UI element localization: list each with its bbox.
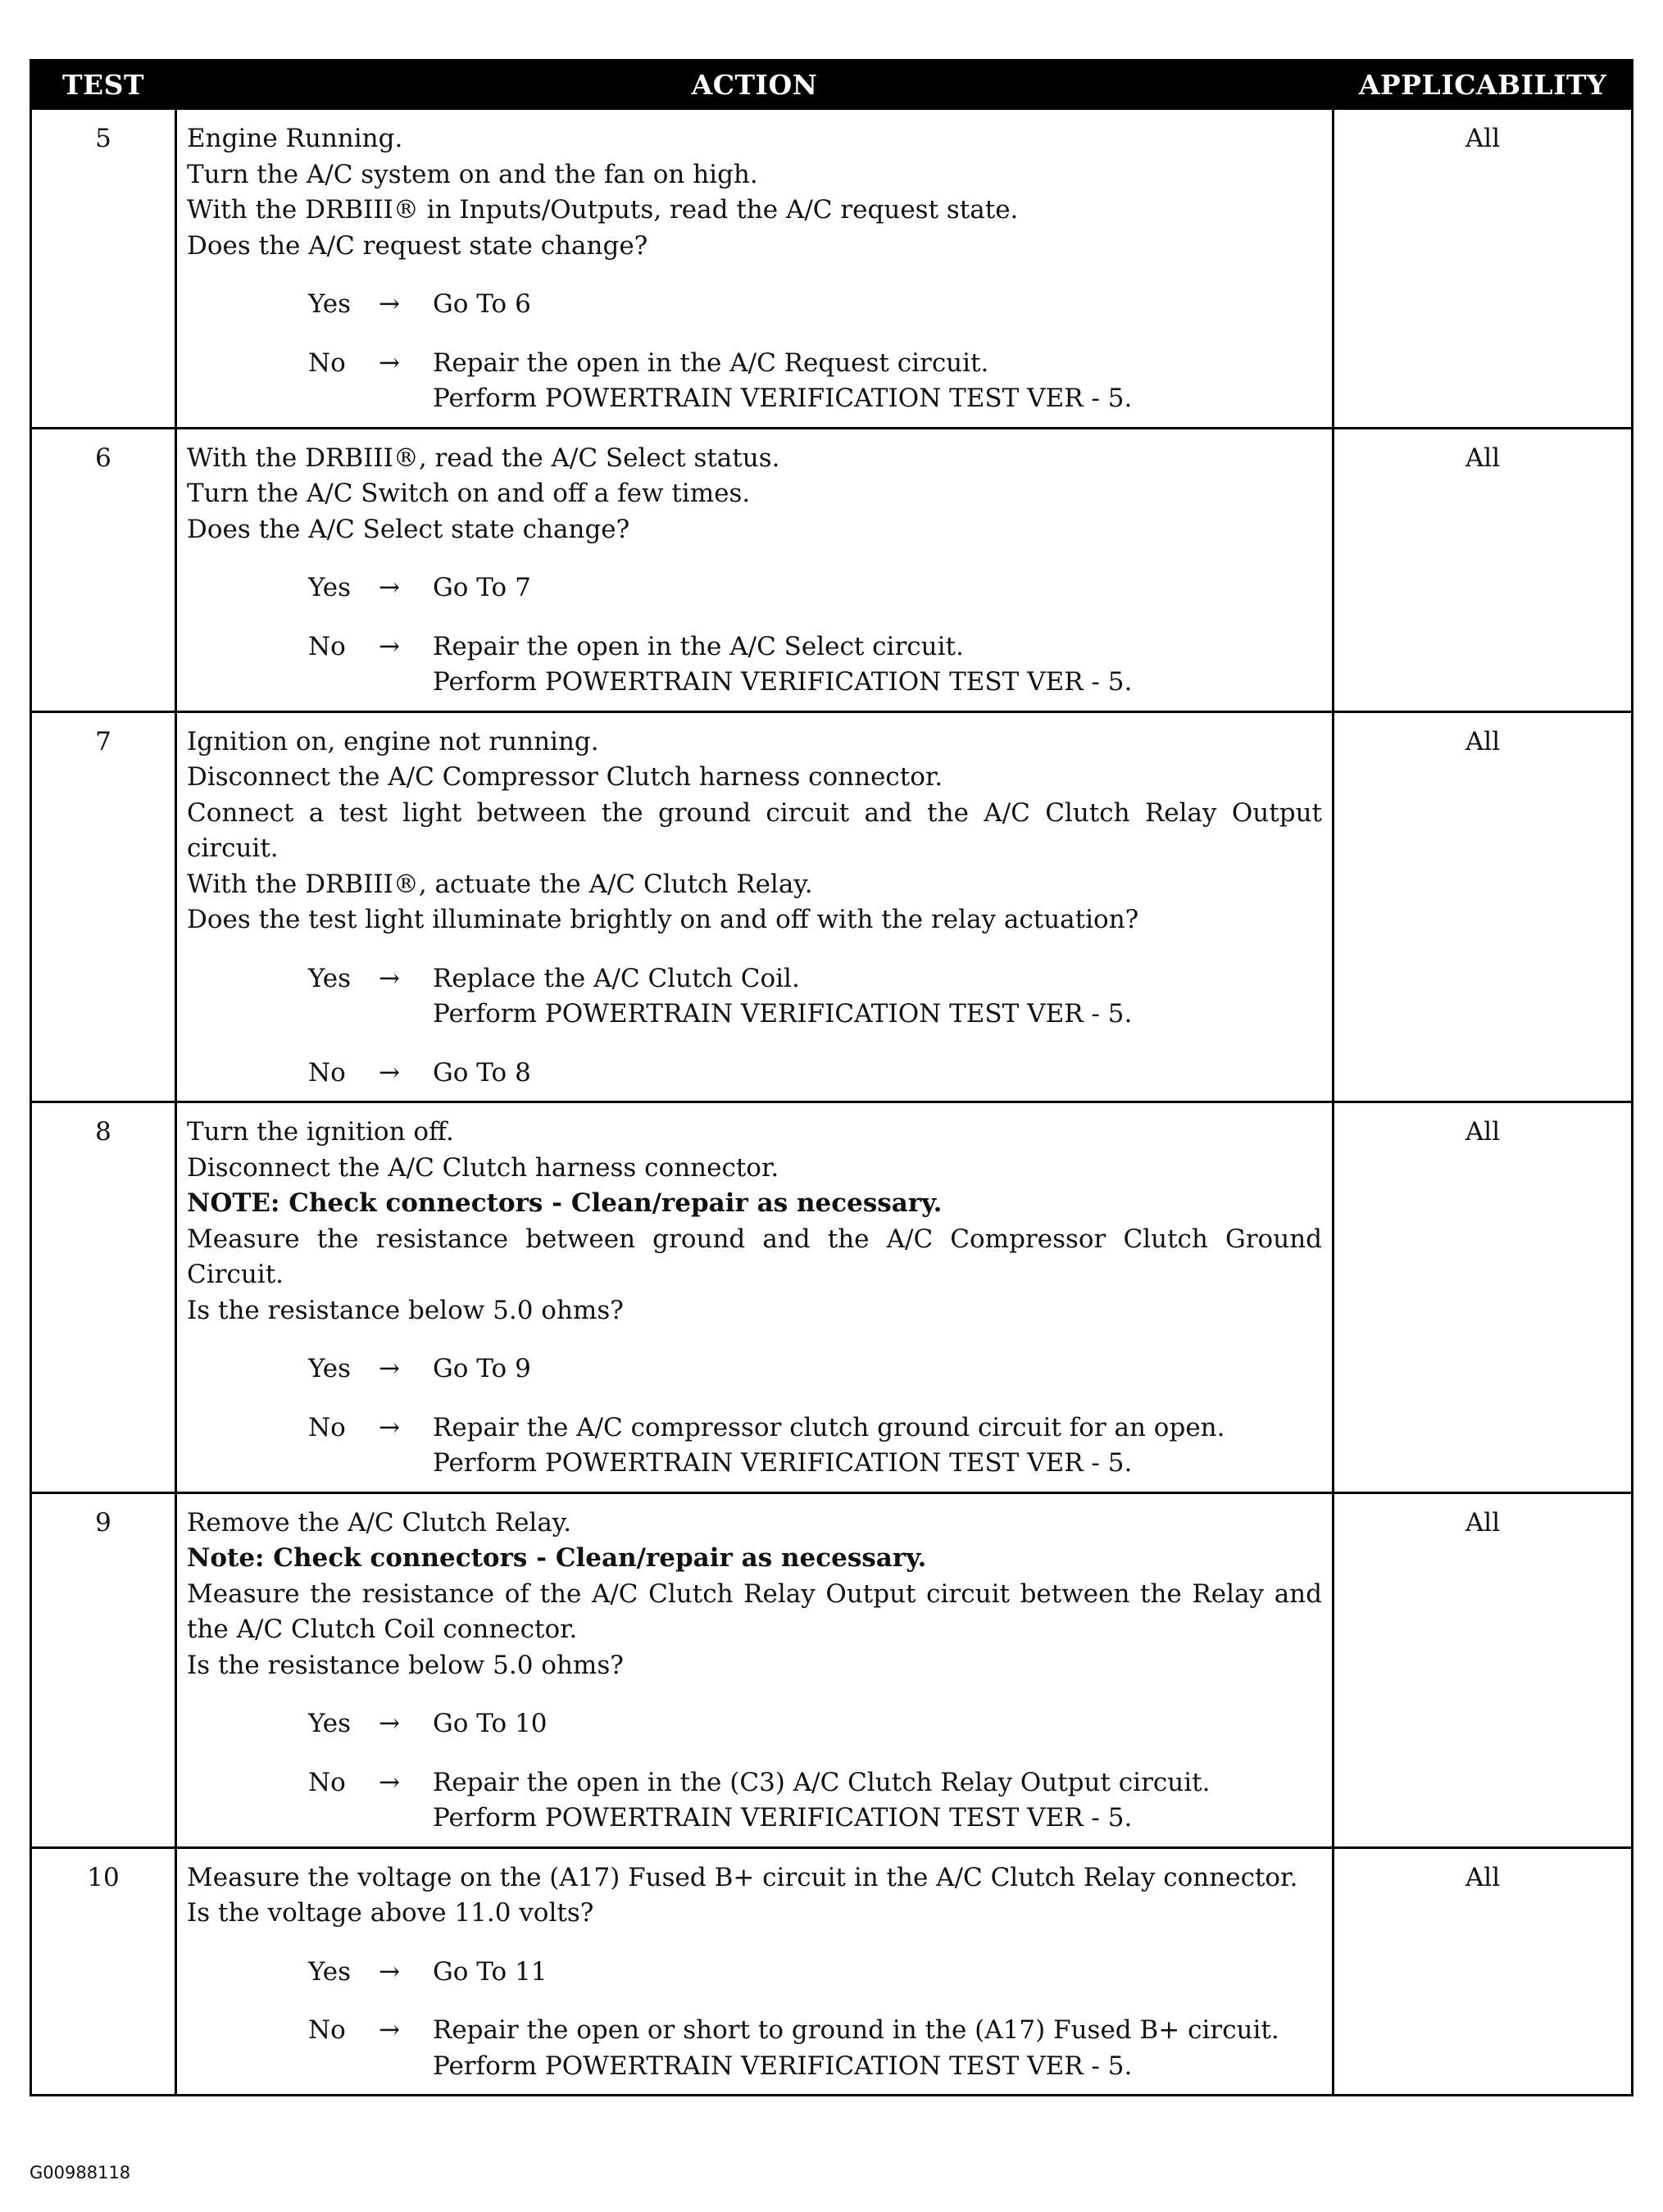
action-note: NOTE: Check connectors - Clean/repair as necessary. <box>187 1188 943 1218</box>
header-test: TEST <box>31 61 176 109</box>
figure-code: G00988118 <box>30 2163 131 2182</box>
response-answer: Yes <box>308 963 352 993</box>
response-yes <box>187 1706 1322 1742</box>
arrow-right-icon: → <box>379 631 400 661</box>
response-result-line: Repair the A/C compressor clutch ground circuit for an open. <box>433 1412 1225 1442</box>
action-steps <box>187 1860 1322 1932</box>
response-answer: No <box>308 2015 346 2045</box>
table-row <box>31 1492 1633 1847</box>
header-action: ACTION <box>176 61 1334 109</box>
response-result-line: Replace the A/C Clutch Coil. <box>433 963 800 993</box>
response-result <box>433 1706 1322 1742</box>
test-number: 5 <box>31 109 176 429</box>
response-no <box>187 346 1322 417</box>
response-result-line: Perform POWERTRAIN VERIFICATION TEST VER - 5. <box>433 384 1133 413</box>
arrow-right-icon: → <box>379 1354 400 1383</box>
action-steps <box>187 121 1322 264</box>
action-cell <box>176 1847 1334 2096</box>
response-result <box>433 1351 1322 1388</box>
response-result-line: Go To 8 <box>433 1057 531 1088</box>
action-step: Does the test light illuminate brightly on and off with the relay actuation? <box>187 905 1139 934</box>
response-result-line: Go To 11 <box>433 1956 548 1987</box>
table-row <box>31 428 1633 711</box>
action-step: Connect a test light between the ground circuit and the A/C Clutch Relay Output circuit. <box>187 797 1322 863</box>
arrow-right-icon: → <box>379 1767 400 1797</box>
response-yes <box>187 1351 1322 1388</box>
table-row <box>31 1102 1633 1493</box>
response-yes <box>187 1955 1322 1991</box>
response-result <box>433 287 1322 323</box>
response-result <box>433 346 1322 417</box>
action-step: Disconnect the A/C Compressor Clutch harness connector. <box>187 762 943 792</box>
action-step: With the DRBIII® in Inputs/Outputs, read the A/C request state. <box>187 195 1019 225</box>
action-step: With the DRBIII®, actuate the A/C Clutch Relay. <box>187 869 813 899</box>
applicability-cell: All <box>1334 109 1633 429</box>
action-step: Turn the ignition off. <box>187 1117 454 1147</box>
action-step: Measure the resistance of the A/C Clutch Relay Output circuit between the Relay and the A/C Clutch Coil connector. <box>187 1578 1322 1644</box>
response-answer: Yes <box>308 1956 352 1987</box>
applicability-cell: All <box>1334 711 1633 1102</box>
table-header-row <box>31 61 1633 109</box>
response-no <box>187 1765 1322 1837</box>
applicability-cell: All <box>1334 1847 1633 2096</box>
response-yes <box>187 287 1322 323</box>
test-number: 9 <box>31 1492 176 1847</box>
response-result-line: Go To 6 <box>433 289 531 319</box>
arrow-right-icon: → <box>379 289 400 319</box>
response-result <box>433 570 1322 606</box>
action-note: Note: Check connectors - Clean/repair as necessary. <box>187 1543 927 1573</box>
arrow-right-icon: → <box>379 573 400 602</box>
response-result <box>433 1955 1322 1991</box>
test-number: 6 <box>31 428 176 711</box>
response-result-line: Repair the open in the (C3) A/C Clutch Relay Output circuit. <box>433 1767 1211 1797</box>
action-step: Turn the A/C system on and the fan on high. <box>187 159 758 189</box>
response-result-line: Perform POWERTRAIN VERIFICATION TEST VER - 5. <box>433 1803 1133 1833</box>
table-body <box>31 109 1633 2096</box>
action-step: Engine Running. <box>187 124 403 153</box>
response-result-line: Perform POWERTRAIN VERIFICATION TEST VER - 5. <box>433 2051 1133 2081</box>
response-result <box>433 1765 1322 1837</box>
test-number: 10 <box>31 1847 176 2096</box>
response-answer: Yes <box>308 289 352 319</box>
response-result-line: Go To 7 <box>433 573 531 602</box>
applicability-cell: All <box>1334 1492 1633 1847</box>
action-cell <box>176 1492 1334 1847</box>
applicability-cell: All <box>1334 428 1633 711</box>
response-result <box>433 1410 1322 1482</box>
action-step: Disconnect the A/C Clutch harness connector. <box>187 1152 779 1183</box>
response-result <box>433 961 1322 1033</box>
action-step: Is the voltage above 11.0 volts? <box>187 1898 594 1928</box>
applicability-cell: All <box>1334 1102 1633 1493</box>
arrow-right-icon: → <box>379 1412 400 1442</box>
response-answer: No <box>308 631 346 661</box>
action-step: Measure the voltage on the (A17) Fused B+ circuit in the A/C Clutch Relay connector. <box>187 1862 1298 1892</box>
action-cell <box>176 711 1334 1102</box>
arrow-right-icon: → <box>379 347 400 378</box>
test-number: 8 <box>31 1102 176 1493</box>
response-answer: Yes <box>308 1709 352 1738</box>
action-cell <box>176 428 1334 711</box>
response-yes <box>187 961 1322 1033</box>
action-cell <box>176 1102 1334 1493</box>
response-answer: Yes <box>308 1354 352 1383</box>
response-no <box>187 1410 1322 1482</box>
action-steps <box>187 441 1322 548</box>
response-no <box>187 629 1322 701</box>
action-step: Does the A/C Select state change? <box>187 514 630 544</box>
action-step: Is the resistance below 5.0 ohms? <box>187 1295 624 1325</box>
action-steps <box>187 1506 1322 1684</box>
arrow-right-icon: → <box>379 963 400 993</box>
action-steps <box>187 1115 1322 1329</box>
arrow-right-icon: → <box>379 2015 400 2045</box>
response-result <box>433 2013 1322 2084</box>
response-result-line: Perform POWERTRAIN VERIFICATION TEST VER - 5. <box>433 1448 1133 1478</box>
response-answer: No <box>308 1767 346 1797</box>
table-row <box>31 1847 1633 2096</box>
response-yes <box>187 570 1322 606</box>
response-result-line: Go To 10 <box>433 1709 548 1738</box>
response-result-line: Repair the open or short to ground in the (A17) Fused B+ circuit. <box>433 2015 1279 2045</box>
action-step: Does the A/C request state change? <box>187 230 648 261</box>
test-number: 7 <box>31 711 176 1102</box>
response-no <box>187 1056 1322 1092</box>
action-step: With the DRBIII®, read the A/C Select status. <box>187 443 780 473</box>
response-result-line: Go To 9 <box>433 1354 531 1383</box>
response-result-line: Perform POWERTRAIN VERIFICATION TEST VER - 5. <box>433 999 1133 1029</box>
response-result <box>433 1056 1322 1092</box>
action-step: Remove the A/C Clutch Relay. <box>187 1507 572 1537</box>
diagnostic-test-table <box>30 59 1633 2096</box>
action-steps <box>187 724 1322 938</box>
header-applicability: APPLICABILITY <box>1334 61 1633 109</box>
diagnostic-table-page <box>30 59 1631 2096</box>
action-cell <box>176 109 1334 429</box>
arrow-right-icon: → <box>379 1956 400 1987</box>
response-answer: No <box>308 347 346 378</box>
response-answer: No <box>308 1057 346 1088</box>
response-result-line: Repair the open in the A/C Request circuit. <box>433 347 989 378</box>
table-row <box>31 711 1633 1102</box>
response-no <box>187 2013 1322 2084</box>
arrow-right-icon: → <box>379 1709 400 1738</box>
action-step: Ignition on, engine not running. <box>187 726 599 756</box>
response-answer: No <box>308 1412 346 1442</box>
response-result <box>433 629 1322 701</box>
action-step: Is the resistance below 5.0 ohms? <box>187 1650 624 1680</box>
action-step: Measure the resistance between ground and the A/C Compressor Clutch Ground Circuit. <box>187 1224 1322 1289</box>
response-result-line: Perform POWERTRAIN VERIFICATION TEST VER - 5. <box>433 667 1133 697</box>
action-step: Turn the A/C Switch on and off a few times. <box>187 479 751 508</box>
response-result-line: Repair the open in the A/C Select circuit. <box>433 631 964 661</box>
arrow-right-icon: → <box>379 1057 400 1088</box>
table-row <box>31 109 1633 429</box>
response-answer: Yes <box>308 573 352 602</box>
